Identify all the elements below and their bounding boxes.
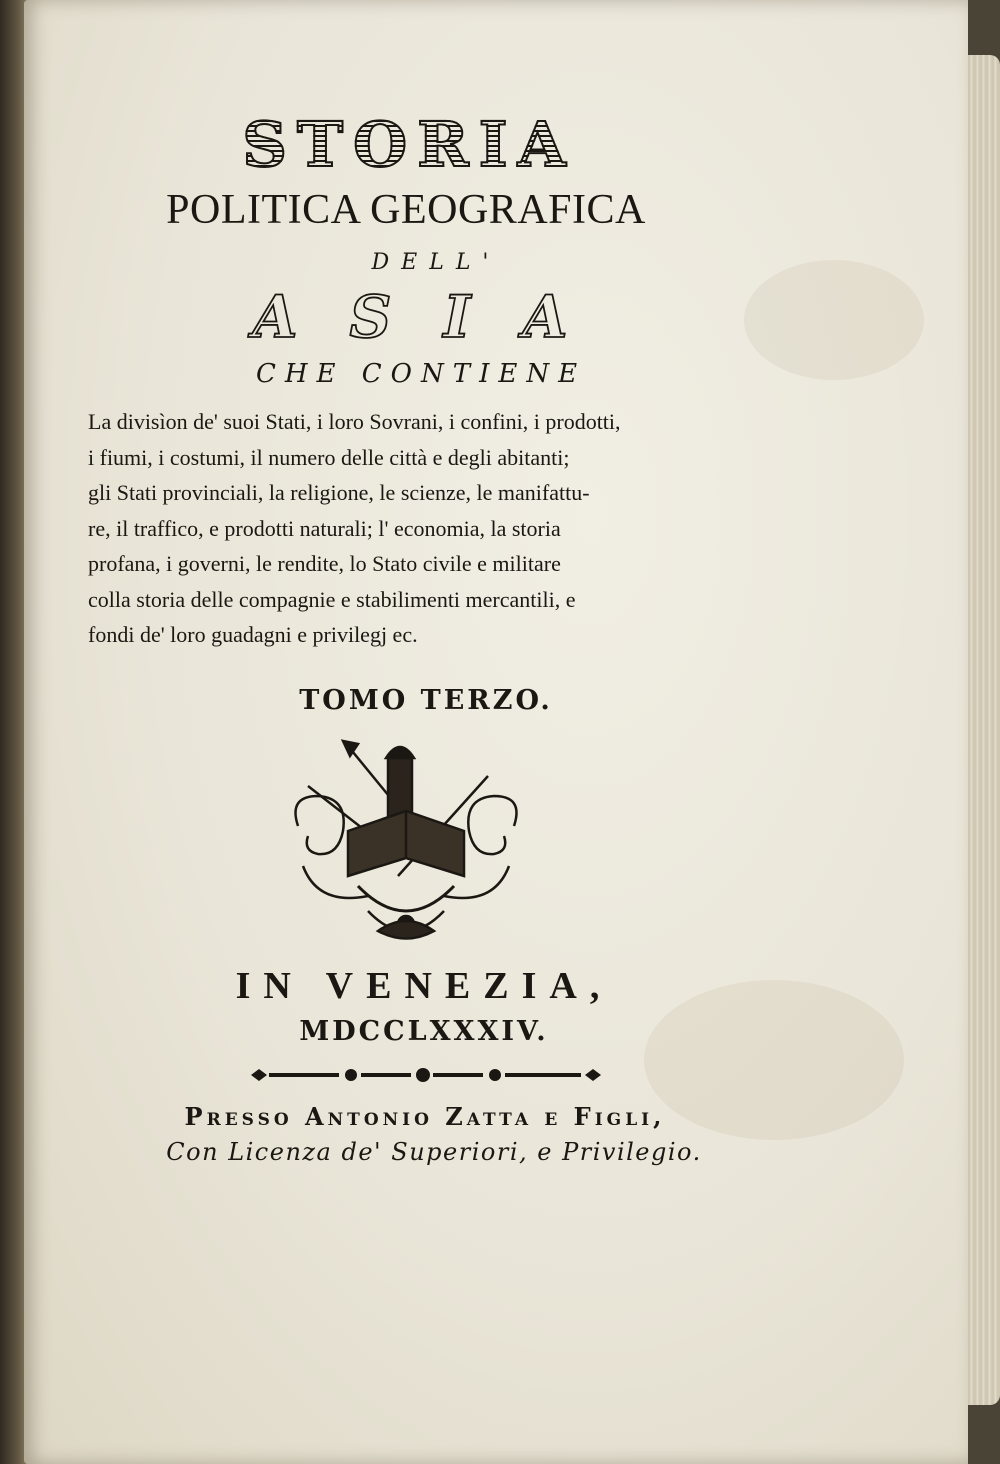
description-line: fondi de' loro guadagni e privilegj ec. <box>88 622 418 647</box>
imprint-place: IN VENEZIA, <box>235 965 613 1007</box>
description-line: gli Stati provinciali, la religione, le scienze, le manifattu- <box>88 480 590 505</box>
title-block <box>88 100 716 721</box>
title-dell: DELL' <box>371 250 501 275</box>
description-line: colla storia delle compagnie e stabilimenti mercantili, e <box>88 586 576 612</box>
title-storia: STORIA <box>102 108 716 182</box>
imprint-license: Con Licenza de' Superiori, e Privilegio. <box>166 1138 702 1166</box>
description-line: La divisìon de' suoi Stati, i loro Sovrani, i confini, i prodotti, <box>88 409 621 434</box>
description-line: profana, i governi, le rendite, lo Stato civile e militare <box>88 551 561 576</box>
imprint-year: MDCCLXXXIV. <box>299 1016 549 1047</box>
paper-stain <box>744 260 924 380</box>
volume-label: TOMO TERZO. <box>299 684 553 716</box>
trophy-ornament-icon <box>288 736 524 946</box>
contents-description <box>88 404 704 653</box>
title-politica-geografica: POLITICA GEOGRAFICA <box>166 187 646 233</box>
imprint-printer: Presso Antonio Zatta e Figli, <box>184 1102 666 1131</box>
description-line: i fiumi, i costumi, il numero delle città e degli abitanti; <box>88 444 570 470</box>
fleuron-divider-icon <box>251 1064 601 1086</box>
title-che-contiene: CHE CONTIENE <box>255 359 587 389</box>
imprint-block <box>100 962 720 1168</box>
title-asia: ASIA <box>252 283 620 351</box>
description-line: re, il traffico, e prodotti naturali; l' economia, la storia <box>88 515 561 541</box>
